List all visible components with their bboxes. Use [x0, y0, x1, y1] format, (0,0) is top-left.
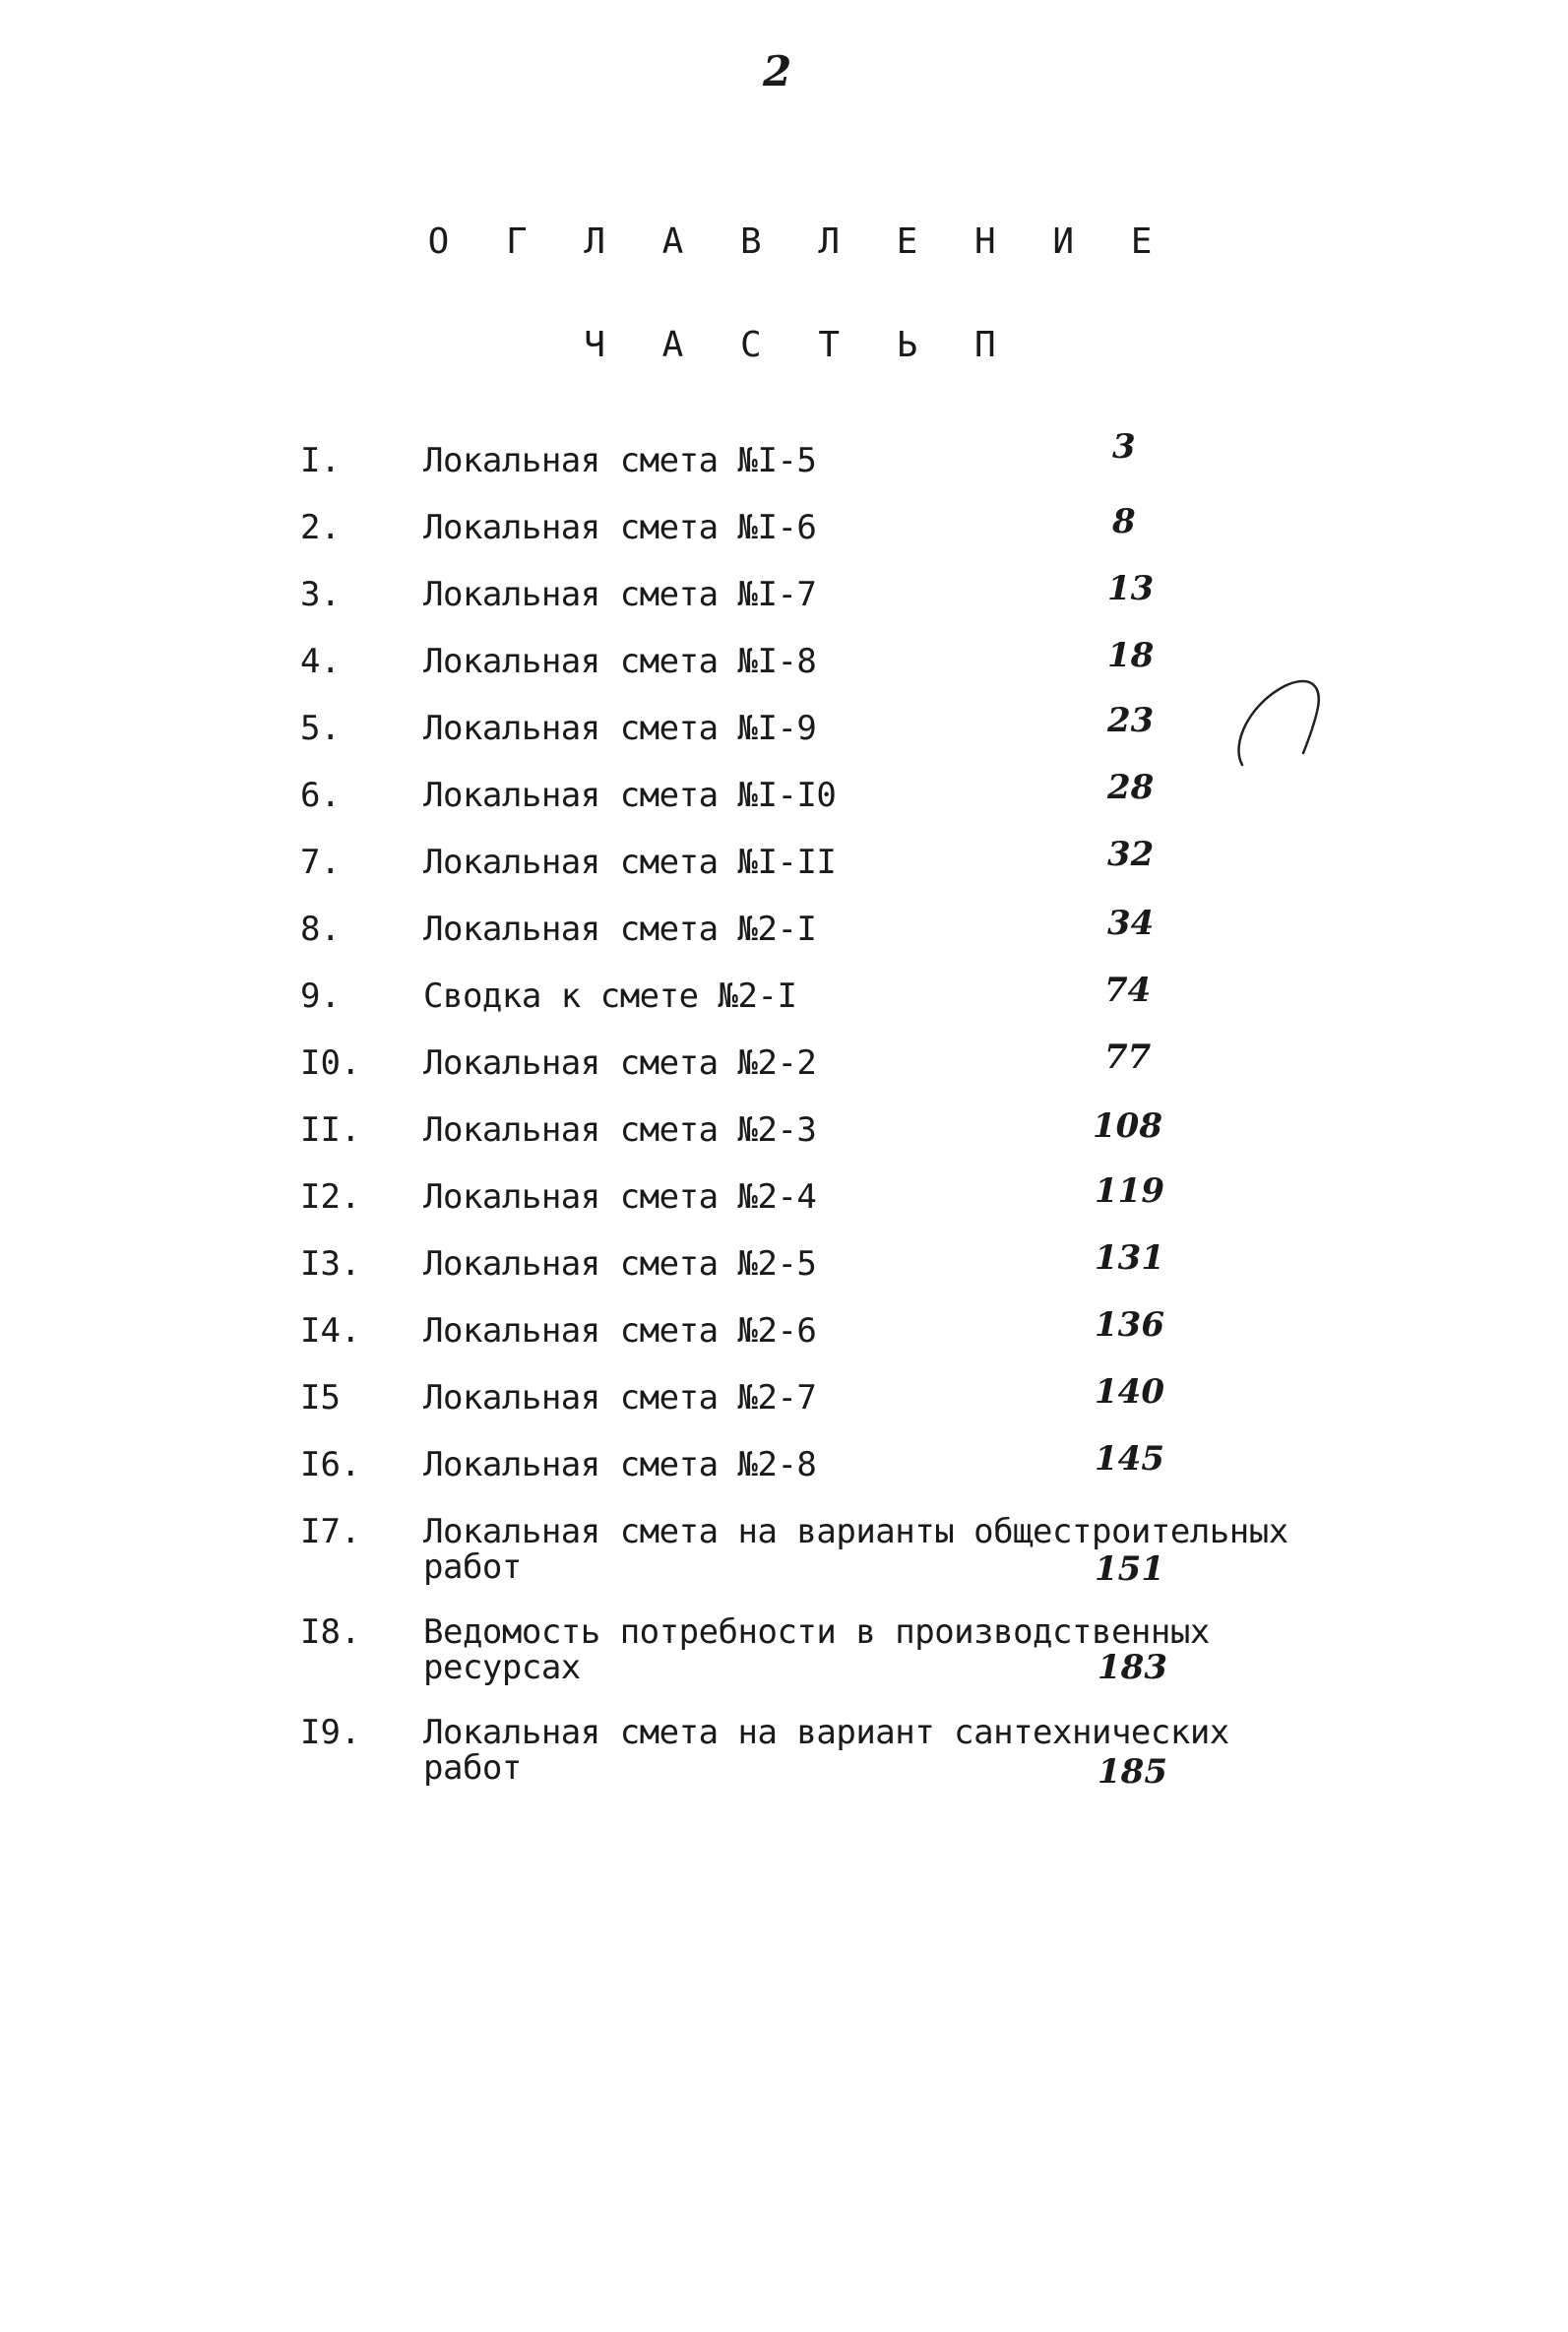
- handwritten-circle-mark: [1230, 674, 1339, 783]
- entry-title: Локальная смета на варианты общестроительных работ: [423, 1512, 1308, 1587]
- entry-title: Локальная смета №2-5: [423, 1244, 817, 1284]
- entry-page: 108: [1093, 1106, 1162, 1146]
- entry-number: I7.: [300, 1512, 361, 1551]
- entry-title: Локальная смета №2-3: [423, 1110, 817, 1150]
- entry-number: I8.: [300, 1612, 361, 1652]
- entry-title: Локальная смета №2-I: [423, 910, 817, 949]
- entry-page: 131: [1095, 1238, 1164, 1278]
- entry-title: Локальная смета №I-8: [423, 642, 817, 681]
- entry-page: 151: [1095, 1549, 1164, 1589]
- entry-number: I3.: [300, 1244, 361, 1284]
- entry-number: 6.: [300, 776, 341, 815]
- entry-page: 3: [1112, 427, 1136, 467]
- toc-heading: О Г Л А В Л Е Н И Е: [427, 221, 1170, 262]
- entry-page: 74: [1104, 971, 1152, 1010]
- entry-number: I9.: [300, 1713, 361, 1752]
- entry-number: I5: [300, 1378, 341, 1418]
- entry-page: 28: [1107, 768, 1155, 807]
- part-heading: Ч А С Т Ь П: [584, 325, 1014, 365]
- entry-title: Локальная смета №2-8: [423, 1445, 817, 1484]
- entry-page: 136: [1095, 1305, 1164, 1345]
- entry-number: 4.: [300, 642, 341, 681]
- entry-number: 5.: [300, 709, 341, 748]
- entry-title: Ведомость потребности в производственных ресурсах: [423, 1612, 1229, 1687]
- entry-title: Локальная смета №2-6: [423, 1311, 817, 1351]
- entry-title: Локальная смета №2-2: [423, 1043, 817, 1083]
- entry-title: Сводка к смете №2-I: [423, 977, 797, 1016]
- entry-page: 119: [1095, 1171, 1164, 1211]
- entry-title: Локальная смета №I-5: [423, 441, 817, 480]
- entry-page: 18: [1107, 636, 1155, 675]
- entry-page: 13: [1107, 569, 1155, 608]
- entry-page: 145: [1095, 1439, 1164, 1479]
- entry-page: 32: [1107, 835, 1155, 874]
- entry-number: 9.: [300, 977, 341, 1016]
- entry-number: I.: [300, 441, 341, 480]
- entry-title: Локальная смета №I-I0: [423, 776, 837, 815]
- entry-title: Локальная смета №2-4: [423, 1177, 817, 1217]
- entry-page: 23: [1107, 701, 1155, 740]
- entry-title: Локальная смета на вариант сантехнических работ: [423, 1713, 1249, 1788]
- entry-title: Локальная смета №I-9: [423, 709, 817, 748]
- entry-page: 8: [1112, 502, 1136, 541]
- entry-page: 140: [1095, 1372, 1164, 1412]
- entry-page: 34: [1107, 904, 1155, 943]
- entry-page: 77: [1104, 1038, 1152, 1077]
- page-number: 2: [763, 47, 792, 95]
- entry-title: Локальная смета №I-6: [423, 508, 817, 547]
- entry-number: 2.: [300, 508, 341, 547]
- entry-number: 3.: [300, 575, 341, 614]
- entry-number: I6.: [300, 1445, 361, 1484]
- entry-number: 7.: [300, 843, 341, 882]
- entry-title: Локальная смета №I-II: [423, 843, 837, 882]
- entry-page: 185: [1098, 1752, 1167, 1792]
- entry-number: 8.: [300, 910, 341, 949]
- entry-page: 183: [1098, 1648, 1167, 1687]
- entry-number: I0.: [300, 1043, 361, 1083]
- entry-number: I2.: [300, 1177, 361, 1217]
- entry-title: Локальная смета №I-7: [423, 575, 817, 614]
- entry-title: Локальная смета №2-7: [423, 1378, 817, 1418]
- entry-number: II.: [300, 1110, 361, 1150]
- entry-number: I4.: [300, 1311, 361, 1351]
